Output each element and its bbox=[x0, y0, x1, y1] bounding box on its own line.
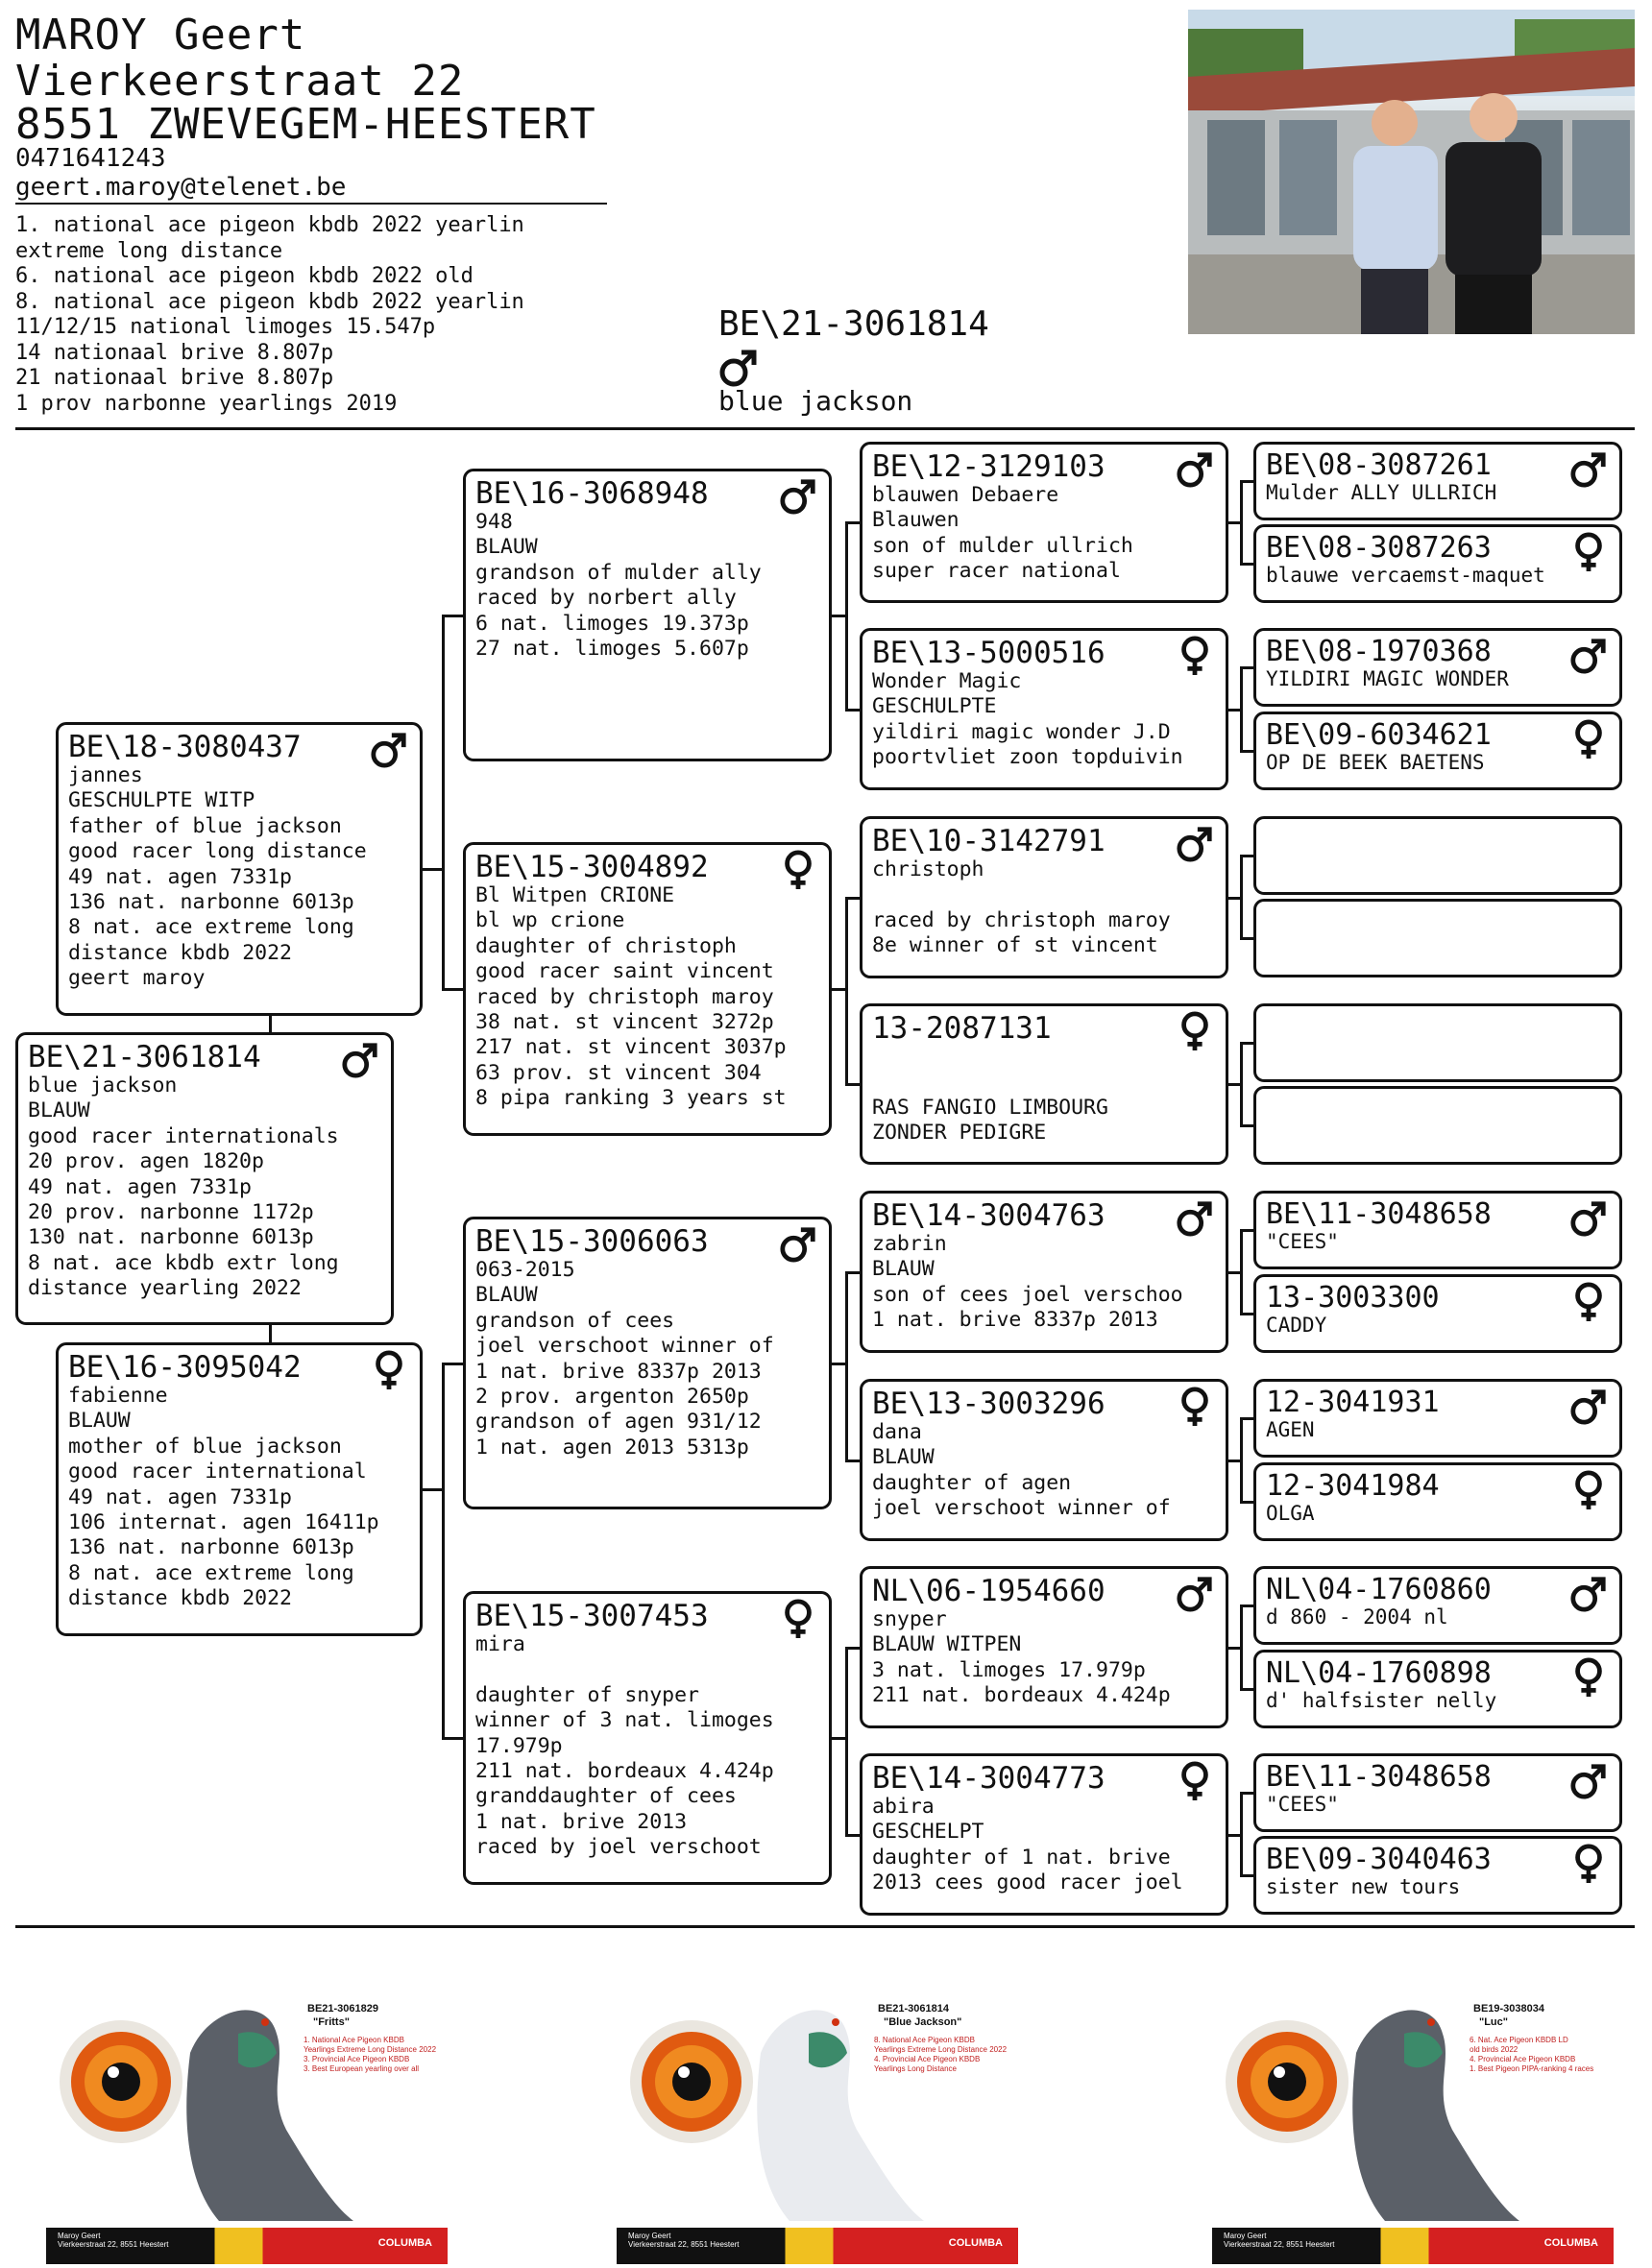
ring-number: BE\08-1970368 bbox=[1266, 635, 1492, 668]
female-icon bbox=[1569, 1656, 1608, 1701]
connector-line bbox=[1240, 1605, 1243, 1691]
pedigree-line: grandson of cees bbox=[475, 1308, 675, 1333]
pedigree-line: daughter of christoph bbox=[475, 933, 737, 958]
ring-number: 13-2087131 bbox=[872, 1011, 1052, 1046]
connector-line bbox=[1227, 521, 1240, 524]
card-line: 6. Nat. Ace Pigeon KBDB LD bbox=[1470, 2036, 1568, 2044]
pedigree-line: 49 nat. agen 7331p bbox=[68, 1484, 292, 1509]
promo-card[interactable] bbox=[1212, 1976, 1614, 2264]
male-icon bbox=[1569, 1760, 1608, 1804]
pedigree-card-gg4[interactable] bbox=[860, 1003, 1228, 1165]
connector-line bbox=[1240, 1418, 1243, 1504]
pedigree-line: GESCHELPT bbox=[872, 1820, 984, 1845]
ring-number: BE\08-3087261 bbox=[1266, 448, 1492, 482]
pedigree-line: 8 nat. ace kbdb extr long bbox=[28, 1250, 339, 1275]
female-icon bbox=[1176, 1010, 1214, 1054]
female-icon bbox=[1176, 635, 1214, 679]
pedigree-line: raced by christoph maroy bbox=[475, 984, 774, 1009]
pedigree-line: 38 nat. st vincent 3272p bbox=[475, 1010, 774, 1035]
male-icon bbox=[1569, 448, 1608, 493]
pedigree-line: BLAUW bbox=[475, 535, 538, 560]
male-icon bbox=[1176, 823, 1214, 867]
pedigree-line: distance kbdb 2022 bbox=[68, 1586, 292, 1611]
card-owner-address: Vierkeerstraat 22, 8551 Heestert bbox=[628, 2240, 740, 2249]
pedigree-line: d' halfsister nelly bbox=[1266, 1689, 1497, 1712]
card-line: 4. Provincial Ace Pigeon KBDB bbox=[874, 2055, 981, 2063]
card-owner-name: Maroy Geert bbox=[1224, 2232, 1267, 2240]
connector-line bbox=[421, 868, 442, 871]
pedigree-card-ggg13[interactable] bbox=[1253, 1566, 1622, 1645]
card-line: Yearlings Extreme Long Distance 2022 bbox=[304, 2045, 437, 2054]
ring-number: BE\09-6034621 bbox=[1266, 718, 1492, 752]
pedigree-card-g3[interactable] bbox=[463, 1217, 832, 1509]
pedigree-line: Bl Witpen CRIONE bbox=[475, 883, 675, 907]
card-line: 1. National Ace Pigeon KBDB bbox=[304, 2036, 404, 2044]
pedigree-line: distance kbdb 2022 bbox=[68, 940, 292, 965]
connector-line bbox=[442, 1363, 465, 1365]
female-icon bbox=[1569, 1843, 1608, 1887]
pedigree-card-gg3[interactable] bbox=[860, 816, 1228, 978]
ring-number: 12-3041931 bbox=[1266, 1386, 1440, 1419]
achievement-item: 14 nationaal brive 8.807p bbox=[15, 340, 334, 365]
achievement-item: 8. national ace pigeon kbdb 2022 yearlin bbox=[15, 289, 524, 314]
pedigree-line: 130 nat. narbonne 6013p bbox=[28, 1225, 314, 1250]
pedigree-card-ggg1[interactable] bbox=[1253, 442, 1622, 520]
header-underline bbox=[15, 203, 607, 205]
male-icon bbox=[779, 475, 817, 519]
pedigree-card-ggg16[interactable] bbox=[1253, 1836, 1622, 1915]
columba-logo: COLUMBA bbox=[377, 2237, 432, 2249]
ring-number: BE\08-3087263 bbox=[1266, 531, 1492, 565]
ring-number: BE\16-3068948 bbox=[475, 476, 709, 511]
ring-number: BE\14-3004763 bbox=[872, 1198, 1105, 1233]
male-icon bbox=[1176, 1573, 1214, 1617]
ring-number: BE\13-3003296 bbox=[872, 1387, 1105, 1421]
pedigree-line: daughter of agen bbox=[872, 1470, 1072, 1495]
pedigree-card-ggg6[interactable] bbox=[1253, 899, 1622, 977]
female-icon bbox=[1569, 1281, 1608, 1325]
pedigree-line: 211 nat. bordeaux 4.424p bbox=[872, 1683, 1171, 1708]
achievement-item: 11/12/15 national limoges 15.547p bbox=[15, 315, 436, 339]
owner-phone: 0471641243 bbox=[15, 144, 166, 173]
pedigree-line: abira bbox=[872, 1795, 935, 1819]
connector-line bbox=[1240, 667, 1243, 753]
pedigree-line: father of blue jackson bbox=[68, 813, 342, 838]
pedigree-card-ggg2[interactable] bbox=[1253, 524, 1622, 603]
connector-line bbox=[1227, 1083, 1240, 1086]
pedigree-line: 8 nat. ace extreme long bbox=[68, 915, 354, 940]
pedigree-card-g2[interactable] bbox=[463, 842, 832, 1136]
pedigree-line: 136 nat. narbonne 6013p bbox=[68, 890, 354, 915]
card-owner bbox=[58, 2232, 168, 2249]
card-ring: BE21-3061814 bbox=[878, 2003, 950, 2015]
pedigree-card-g4[interactable] bbox=[463, 1591, 832, 1885]
connector-line bbox=[1240, 856, 1243, 940]
pedigree-line: 1 nat. brive 2013 bbox=[475, 1809, 688, 1834]
ring-number: BE\11-3048658 bbox=[1266, 1197, 1492, 1231]
pedigree-line: BLAUW WITPEN bbox=[872, 1632, 1022, 1657]
pedigree-card-ggg11[interactable] bbox=[1253, 1379, 1622, 1458]
pedigree-card-dam[interactable] bbox=[56, 1342, 423, 1636]
pedigree-line: geert maroy bbox=[68, 966, 206, 991]
owner-city: 8551 ZWEVEGEM-HEESTERT bbox=[15, 100, 596, 149]
card-achievements bbox=[1470, 2036, 1614, 2074]
pedigree-line: good racer internationals bbox=[28, 1123, 339, 1148]
connector-line bbox=[845, 898, 848, 1087]
pedigree-line: 106 internat. agen 16411p bbox=[68, 1510, 379, 1535]
connector-line bbox=[269, 1323, 272, 1344]
pedigree-card-sire[interactable] bbox=[56, 722, 423, 1016]
pedigree-line: 20 prov. agen 1820p bbox=[28, 1149, 264, 1174]
pedigree-line: blauwen Debaere bbox=[872, 483, 1059, 507]
pedigree-line bbox=[872, 1045, 1216, 1070]
pigeon-eye-icon bbox=[46, 1976, 448, 2264]
ring-number: BE\21-3061814 bbox=[28, 1040, 261, 1074]
columba-logo: COLUMBA bbox=[948, 2237, 1003, 2249]
connector-line bbox=[269, 1014, 272, 1034]
pedigree-card-ggg10[interactable] bbox=[1253, 1274, 1622, 1353]
pedigree-line: RAS FANGIO LIMBOURG bbox=[872, 1095, 1108, 1120]
connector-line bbox=[1227, 709, 1240, 712]
ring-number: BE\15-3006063 bbox=[475, 1224, 709, 1259]
female-icon bbox=[1569, 531, 1608, 575]
pedigree-line: joel verschoot winner of bbox=[872, 1496, 1171, 1521]
pedigree-line: AGEN bbox=[1266, 1418, 1315, 1441]
connector-line bbox=[1240, 481, 1243, 566]
connector-line bbox=[442, 988, 465, 991]
owner-street: Vierkeerstraat 22 bbox=[15, 57, 465, 106]
male-icon bbox=[370, 729, 408, 773]
male-icon bbox=[1569, 1197, 1608, 1242]
pedigree-line: 20 prov. narbonne 1172p bbox=[28, 1200, 314, 1225]
connector-line bbox=[830, 1363, 845, 1365]
card-ring: BE21-3061829 bbox=[307, 2003, 379, 2015]
achievements-list bbox=[15, 213, 524, 417]
achievement-item: 1. national ace pigeon kbdb 2022 yearlin bbox=[15, 213, 524, 237]
male-icon bbox=[1569, 635, 1608, 679]
pedigree-line: YILDIRI MAGIC WONDER bbox=[1266, 667, 1509, 690]
pedigree-card-gg6[interactable] bbox=[860, 1379, 1228, 1541]
pedigree-line: Wonder Magic bbox=[872, 669, 1022, 693]
pedigree-line: CADDY bbox=[1266, 1314, 1327, 1337]
card-owner-name: Maroy Geert bbox=[628, 2232, 671, 2240]
pedigree-line: daughter of snyper bbox=[475, 1682, 699, 1707]
pedigree-line: mother of blue jackson bbox=[68, 1434, 342, 1459]
male-icon bbox=[718, 346, 759, 388]
pedigree-card-gg7[interactable] bbox=[860, 1566, 1228, 1728]
owner-name: MAROY Geert bbox=[15, 11, 306, 60]
connector-line bbox=[442, 1737, 465, 1740]
ring-number: 12-3041984 bbox=[1266, 1469, 1440, 1503]
pedigree-line: 2 prov. argenton 2650p bbox=[475, 1385, 749, 1410]
connector-line bbox=[845, 1272, 848, 1462]
card-ring: BE19-3038034 bbox=[1473, 2003, 1545, 2015]
connector-line bbox=[845, 1648, 848, 1837]
pedigree-line: good racer international bbox=[68, 1460, 367, 1484]
pedigree-line: "CEES" bbox=[1266, 1230, 1339, 1253]
connector-line bbox=[1227, 897, 1240, 900]
achievement-item: 6. national ace pigeon kbdb 2022 old bbox=[15, 264, 474, 288]
female-icon bbox=[779, 1598, 817, 1642]
pedigree-line: joel verschoot winner of bbox=[475, 1334, 774, 1359]
connector-line bbox=[421, 1488, 442, 1491]
male-icon bbox=[1176, 448, 1214, 493]
connector-line bbox=[442, 1363, 445, 1741]
owner-email[interactable]: geert.maroy@telenet.be bbox=[15, 173, 347, 202]
pedigree-card-ggg15[interactable] bbox=[1253, 1753, 1622, 1832]
card-line: 1. Best Pigeon PIPA-ranking 4 races bbox=[1470, 2064, 1594, 2073]
owner-photo bbox=[1188, 10, 1635, 334]
subject-name: blue jackson bbox=[718, 385, 913, 417]
pedigree-line: winner of 3 nat. limoges bbox=[475, 1708, 774, 1733]
female-icon bbox=[1176, 1760, 1214, 1804]
pedigree-line: blauwe vercaemst-maquet bbox=[1266, 564, 1545, 587]
pedigree-line: raced by norbert ally bbox=[475, 586, 737, 611]
ring-number: BE\12-3129103 bbox=[872, 449, 1105, 484]
card-owner bbox=[1224, 2232, 1334, 2249]
ring-number: NL\04-1760860 bbox=[1266, 1573, 1492, 1606]
connector-line bbox=[830, 988, 845, 991]
subject-ring: BE\21-3061814 bbox=[718, 304, 989, 344]
achievement-item: 21 nationaal brive 8.807p bbox=[15, 366, 334, 390]
pedigree-line: mira bbox=[475, 1632, 525, 1656]
pedigree-card-ggg5[interactable] bbox=[1253, 816, 1622, 895]
pedigree-line: granddaughter of cees bbox=[475, 1784, 737, 1809]
female-icon bbox=[1569, 718, 1608, 762]
ring-number: BE\13-5000516 bbox=[872, 636, 1105, 670]
female-icon bbox=[779, 849, 817, 893]
pedigree-line: BLAUW bbox=[872, 1445, 935, 1470]
pedigree-line: grandson of mulder ally bbox=[475, 560, 762, 585]
pedigree-line: sister new tours bbox=[1266, 1875, 1461, 1898]
pedigree-line: jannes bbox=[68, 763, 143, 787]
pedigree-line: 49 nat. agen 7331p bbox=[68, 864, 292, 889]
male-icon bbox=[1569, 1386, 1608, 1430]
achievement-item: 1 prov narbonne yearlings 2019 bbox=[15, 391, 398, 416]
female-icon bbox=[1176, 1386, 1214, 1430]
card-owner-name: Maroy Geert bbox=[58, 2232, 101, 2240]
promo-card[interactable] bbox=[46, 1976, 448, 2264]
ring-number: BE\14-3004773 bbox=[872, 1761, 1105, 1796]
achievement-item: extreme long distance bbox=[15, 238, 283, 263]
pedigree-line: BLAUW bbox=[475, 1283, 538, 1308]
pedigree-line: yildiri magic wonder J.D bbox=[872, 719, 1171, 744]
pedigree-line: 8 nat. ace extreme long bbox=[68, 1560, 354, 1585]
pedigree-line: 948 bbox=[475, 510, 513, 534]
pedigree-line: BLAUW bbox=[872, 1257, 935, 1282]
pedigree-line: zabrin bbox=[872, 1232, 947, 1256]
connector-line bbox=[1227, 1460, 1240, 1462]
pedigree-line: 063-2015 bbox=[475, 1258, 575, 1282]
pedigree-line: 136 nat. narbonne 6013p bbox=[68, 1535, 354, 1560]
pedigree-line: 1 nat. brive 8337p 2013 bbox=[475, 1359, 762, 1384]
male-icon bbox=[1569, 1573, 1608, 1617]
pedigree-line bbox=[872, 1070, 1216, 1095]
female-icon bbox=[370, 1349, 408, 1393]
pedigree-line: 49 nat. agen 7331p bbox=[28, 1174, 252, 1199]
card-line: 4. Provincial Ace Pigeon KBDB bbox=[1470, 2055, 1576, 2063]
pedigree-line: poortvliet zoon topduivin bbox=[872, 745, 1183, 770]
pedigree-line: 1 nat. brive 8337p 2013 bbox=[872, 1308, 1158, 1333]
card-owner-address: Vierkeerstraat 22, 8551 Heestert bbox=[1224, 2240, 1335, 2249]
pedigree-line: 63 prov. st vincent 304 bbox=[475, 1060, 762, 1085]
pedigree-line: OP DE BEEK BAETENS bbox=[1266, 751, 1485, 774]
card-line: 8. National Ace Pigeon KBDB bbox=[874, 2036, 975, 2044]
pedigree-card-ggg4[interactable] bbox=[1253, 712, 1622, 790]
pedigree-line: son of mulder ullrich bbox=[872, 533, 1133, 558]
connector-line bbox=[1227, 1271, 1240, 1274]
connector-line bbox=[442, 615, 445, 992]
pedigree-line: d 860 - 2004 nl bbox=[1266, 1605, 1448, 1629]
pedigree-line: OLGA bbox=[1266, 1502, 1315, 1525]
pedigree-card-gg1[interactable] bbox=[860, 442, 1228, 603]
ring-number: BE\11-3048658 bbox=[1266, 1760, 1492, 1794]
pedigree-line: 3 nat. limoges 17.979p bbox=[872, 1657, 1146, 1682]
ring-number: BE\15-3007453 bbox=[475, 1599, 709, 1633]
pedigree-line: 211 nat. bordeaux 4.424p bbox=[475, 1759, 774, 1784]
pedigree-line: daughter of 1 nat. brive bbox=[872, 1845, 1171, 1870]
ring-number: NL\06-1954660 bbox=[872, 1574, 1105, 1608]
pedigree-line: "CEES" bbox=[1266, 1793, 1339, 1816]
pigeon-eye-icon bbox=[1212, 1976, 1614, 2264]
card-line: Yearlings Long Distance bbox=[874, 2064, 957, 2073]
female-icon bbox=[1569, 1469, 1608, 1513]
connector-line bbox=[845, 522, 848, 712]
pedigree-line: fabienne bbox=[68, 1384, 168, 1408]
card-line: old birds 2022 bbox=[1470, 2045, 1518, 2054]
pedigree-line: 1 nat. agen 2013 5313p bbox=[475, 1435, 749, 1460]
card-footer bbox=[617, 2228, 1018, 2264]
connector-line bbox=[830, 1737, 845, 1740]
promo-card[interactable] bbox=[617, 1976, 1018, 2264]
ring-number: BE\10-3142791 bbox=[872, 824, 1105, 858]
ring-number: NL\04-1760898 bbox=[1266, 1656, 1492, 1690]
ring-number: BE\16-3095042 bbox=[68, 1350, 302, 1385]
card-pigeon-name: "Fritts" bbox=[313, 2016, 350, 2028]
pedigree-line: 2013 cees good racer joel bbox=[872, 1870, 1183, 1895]
pedigree-line: good racer long distance bbox=[68, 839, 367, 864]
pedigree-line: ZONDER PEDIGRE bbox=[872, 1121, 1047, 1146]
pedigree-card-gg5[interactable] bbox=[860, 1191, 1228, 1353]
ring-number: BE\09-3040463 bbox=[1266, 1843, 1492, 1876]
pedigree-line: raced by joel verschoot bbox=[475, 1835, 762, 1860]
pedigree-card-gg2[interactable] bbox=[860, 628, 1228, 790]
ring-number: 13-3003300 bbox=[1266, 1281, 1440, 1315]
pedigree-subject-card[interactable] bbox=[15, 1032, 394, 1325]
pedigree-line: BLAUW bbox=[68, 1409, 131, 1434]
columba-logo: COLUMBA bbox=[1543, 2237, 1598, 2249]
pedigree-card-ggg12[interactable] bbox=[1253, 1462, 1622, 1541]
card-footer bbox=[46, 2228, 448, 2264]
card-line: 3. Best European yearling over all bbox=[304, 2064, 420, 2073]
pedigree-line: 8e winner of st vincent bbox=[872, 933, 1158, 958]
ring-number: BE\15-3004892 bbox=[475, 850, 709, 884]
card-pigeon-name: "Luc" bbox=[1479, 2016, 1508, 2028]
pedigree-card-ggg9[interactable] bbox=[1253, 1191, 1622, 1269]
pedigree-card-gg8[interactable] bbox=[860, 1753, 1228, 1916]
pedigree-line: 27 nat. limoges 5.607p bbox=[475, 637, 749, 662]
male-icon bbox=[341, 1039, 379, 1083]
card-achievements bbox=[304, 2036, 448, 2074]
pedigree-line: GESCHULPTE WITP bbox=[68, 788, 255, 813]
pedigree-line: Blauwen bbox=[872, 508, 960, 533]
connector-line bbox=[830, 615, 845, 617]
pedigree-line: grandson of agen 931/12 bbox=[475, 1410, 762, 1435]
card-pigeon-name: "Blue Jackson" bbox=[884, 2016, 962, 2028]
connector-line bbox=[442, 615, 465, 617]
pedigree-line: GESCHULPTE bbox=[872, 694, 997, 719]
connector-line bbox=[1240, 1793, 1243, 1877]
pedigree-line: distance yearling 2022 bbox=[28, 1276, 302, 1301]
card-line: Yearlings Extreme Long Distance 2022 bbox=[874, 2045, 1008, 2054]
ring-number: BE\18-3080437 bbox=[68, 730, 302, 764]
pedigree-line: 217 nat. st vincent 3037p bbox=[475, 1035, 787, 1060]
pedigree-line: christoph bbox=[872, 857, 984, 881]
pedigree-line: good racer saint vincent bbox=[475, 959, 774, 984]
connector-line bbox=[1240, 1230, 1243, 1315]
male-icon bbox=[1176, 1197, 1214, 1242]
pedigree-line: raced by christoph maroy bbox=[872, 907, 1171, 932]
pedigree-line: son of cees joel verschoo bbox=[872, 1282, 1183, 1307]
connector-line bbox=[1227, 1647, 1240, 1650]
header-divider bbox=[15, 427, 1635, 430]
card-footer bbox=[1212, 2228, 1614, 2264]
pedigree-line bbox=[475, 1657, 819, 1682]
pedigree-card-ggg7[interactable] bbox=[1253, 1003, 1622, 1082]
pedigree-line: dana bbox=[872, 1420, 922, 1444]
connector-line bbox=[1227, 1834, 1240, 1837]
card-line: 3. Provincial Ace Pigeon KBDB bbox=[304, 2055, 410, 2063]
pedigree-card-ggg8[interactable] bbox=[1253, 1086, 1622, 1165]
card-owner bbox=[628, 2232, 739, 2249]
pedigree-line: super racer national bbox=[872, 559, 1121, 584]
pedigree-card-ggg14[interactable] bbox=[1253, 1650, 1622, 1728]
pedigree-card-g1[interactable] bbox=[463, 469, 832, 761]
pedigree-line: bl wp crione bbox=[475, 908, 625, 933]
card-owner-address: Vierkeerstraat 22, 8551 Heestert bbox=[58, 2240, 169, 2249]
card-achievements bbox=[874, 2036, 1018, 2074]
pedigree-card-ggg3[interactable] bbox=[1253, 628, 1622, 707]
connector-line bbox=[1240, 1043, 1243, 1127]
pedigree-line: blue jackson bbox=[28, 1074, 178, 1098]
pedigree-line: 17.979p bbox=[475, 1733, 563, 1758]
pedigree-line bbox=[872, 882, 1216, 907]
pedigree-line: BLAUW bbox=[28, 1098, 90, 1123]
pedigree-line: snyper bbox=[872, 1607, 947, 1631]
pedigree-line: 8 pipa ranking 3 years st bbox=[475, 1086, 787, 1111]
male-icon bbox=[779, 1223, 817, 1267]
pedigree-line: Mulder ALLY ULLRICH bbox=[1266, 481, 1497, 504]
footer-divider bbox=[15, 1925, 1635, 1928]
pedigree-line: 6 nat. limoges 19.373p bbox=[475, 611, 749, 636]
